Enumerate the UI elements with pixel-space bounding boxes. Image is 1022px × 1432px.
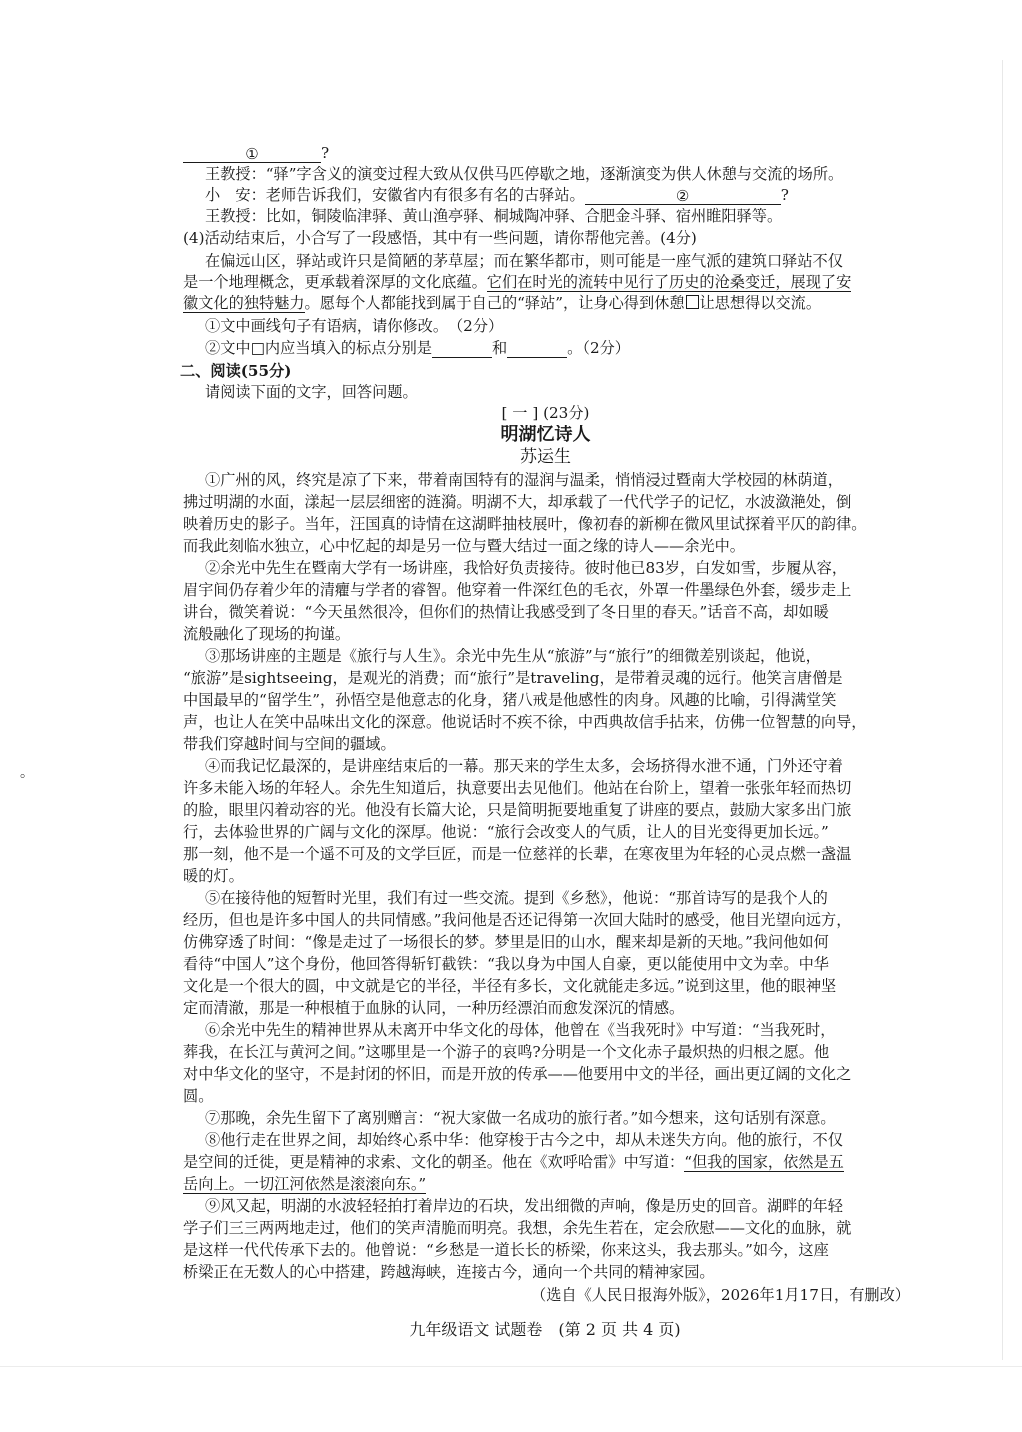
section-2-heading: 二、阅读(55分) xyxy=(180,362,292,380)
article-line: ⑦那晚，余先生留下了离别赠言：“祝大家做一名成功的旅行者。”如今想来，这句话别有深意。 xyxy=(205,1109,836,1127)
article-line: ③那场讲座的主题是《旅行与人生》。余光中先生从“旅游”与“旅行”的细微差别谈起，他说， xyxy=(205,647,821,665)
article-line: 经历，但也是许多中国人的共同情感。”我问他是否还记得第一次回大陆时的感受，他目光望向远方， xyxy=(183,911,852,929)
article-line: “旅游”是sightseeing，是观光的消费；而“旅行”是traveling，是带着灵魂的远行。他笑言唐僧是 xyxy=(183,669,843,687)
article-line: ①广州的风，终究是凉了下来，带着南国特有的湿润与温柔，悄悄浸过暨南大学校园的林荫道， xyxy=(205,471,843,489)
article-line: 流般融化了现场的拘谨。 xyxy=(183,625,351,643)
article-line: ②余光中先生在暨南大学有一场讲座，我恰好负责接待。彼时他已83岁，白发如雪，步履从容， xyxy=(205,559,848,577)
article-line: 是空间的迁徙，更是精神的求索、文化的朝圣。他在《欢呼哈雷》中写道：“但我的国家，依然是五 xyxy=(183,1153,844,1171)
answer-blank-1: ① xyxy=(183,144,321,163)
article-line: 许多未能入场的年轻人。余先生知道后，执意要出去见他们。他站在台阶上，望着一张张年轻而热切 xyxy=(183,779,852,797)
article-line xyxy=(183,1174,908,1194)
article-line: 中国最早的“留学生”，孙悟空是他意志的化身，猪八戒是他感性的肉身。风趣的比喻，引得满堂笑 xyxy=(183,691,837,709)
q4-paragraph-line-2: 是一个地理概念，更承载着深厚的文化底蕴。它们在时光的流转中见行了历史的沧桑变迁，展现了安 xyxy=(183,273,852,291)
article-line: ④而我记忆最深的，是讲座结束后的一幕。那天来的学生太多，会场挤得水泄不通，门外还守着 xyxy=(205,757,843,775)
article-line: 声，也让人在笑中品味出文化的深意。他说话时不疾不徐，中西典故信手拈来，仿佛一位智慧的向导， xyxy=(183,713,867,731)
dialogue-line-4: 王教授：比如，铜陵临津驿、黄山渔亭驿、桐城陶冲驿、合肥金斗驿、宿州睢阳驿等。 xyxy=(205,207,783,225)
article-line: 而我此刻临水独立，心中忆起的却是另一位与暨大结过一面之缘的诗人——余光中。 xyxy=(183,537,745,555)
article-line: ⑧他行走在世界之间，却始终心系中华：他穿梭于古今之中，却从未迷失方向。他的旅行，不仅 xyxy=(205,1131,843,1149)
article-line: 定而清澈，那是一种根植于血脉的认同，一种历经漂泊而愈发深沉的情感。 xyxy=(183,999,685,1017)
dialogue-line-1: ① ? xyxy=(183,143,908,163)
article-title: 明湖忆诗人 xyxy=(500,425,591,445)
article-line: 带我们穿越时间与空间的疆域。 xyxy=(183,735,396,753)
article-line: 拂过明湖的水面，漾起一层层细密的涟漪。明湖不大，却承载了一代代学子的记忆，水波潋滟处，倒 xyxy=(183,493,852,511)
margin-mark: 。 xyxy=(20,765,34,781)
article-author: 苏运生 xyxy=(520,447,571,467)
article-line: 讲台，微笑着说：“今天虽然很冷，但你们的热情让我感受到了冬日里的春天。”话音不高，却如暖 xyxy=(183,603,829,621)
question-4-sub-1: ①文中画线句子有语病，请你修改。 （2分） xyxy=(205,317,504,335)
article-line: ⑥余光中先生的精神世界从未离开中华文化的母体，他曾在《当我死时》中写道：“当我死时， xyxy=(205,1021,836,1039)
article-line: ⑨风又起，明湖的水波轻轻拍打着岸边的石块，发出细微的声响，像是历史的回音。湖畔的年轻 xyxy=(205,1197,843,1215)
underlined-sentence: 它们在时光的流转中见行了历史的沧桑变迁，展现了安 xyxy=(486,273,852,291)
q4-paragraph-line-1: 在偏远山区，驿站或许只是简陋的茅草屋；而在繁华都市，则可能是一座气派的建筑口驿站不仅 xyxy=(205,252,843,270)
question-4-prompt: (4)活动结束后，小合写了一段感悟，其中有一些问题，请你帮他完善。(4分) xyxy=(183,229,697,247)
answer-blank-4 xyxy=(507,339,567,358)
q4-paragraph-line-3: 徽文化的独特魅力。愿每个人都能找到属于自己的“驿站”，让身心得到休憩 让思想得以交流。 xyxy=(183,294,822,312)
scan-edge-bottom xyxy=(0,1366,1022,1367)
dialogue-line-3: 小 安：老师告诉我们，安徽省内有很多有名的古驿站。 ② ? xyxy=(205,186,789,205)
article-line: 眉宇间仍存着少年的清癯与学者的睿智。他穿着一件深红色的毛衣，外罩一件墨绿色外套，缓步走上 xyxy=(183,581,852,599)
article-line: 桥梁正在无数人的心中搭建，跨越海峡，连接古今，通向一个共同的精神家园。 xyxy=(183,1263,715,1281)
scan-edge-right xyxy=(1002,60,1003,1360)
article-line: 葬我，在长江与黄河之间。”这哪里是一个游子的哀鸣?分明是一个文化赤子最炽热的归根之愿。他 xyxy=(183,1043,830,1061)
punctuation-box xyxy=(686,295,699,309)
reading-instruction: 请阅读下面的文字，回答问题。 xyxy=(205,383,418,401)
underlined-quote: “但我的国家，依然是五 xyxy=(684,1153,844,1171)
article-source: （选自《人民日报海外版》，2026年1月17日，有删改） xyxy=(531,1286,910,1304)
article-line: 看待“中国人”这个身份，他回答得斩钉截铁：“我以身为中国人自豪，更以能使用中文为幸。中华 xyxy=(183,955,829,973)
question-4-sub-2: ②文中□内应当填入的标点分别是 和 。（2分） xyxy=(205,339,630,357)
article-line: ⑤在接待他的短暂时光里，我们有过一些交流。提到《乡愁》，他说：“那首诗写的是我个人的 xyxy=(205,889,828,907)
reading-part-label: [ 一 ] (23分) xyxy=(501,404,590,422)
article-line: 行，去体验世界的广阔与文化的深厚。他说：“旅行会改变人的气质，让人的目光变得更加长远。” xyxy=(183,823,829,841)
dialogue-line-2: 王教授：“驿”字含义的演变过程大致从仅供马匹停歇之地，逐渐演变为供人休憩与交流的场所。 xyxy=(205,165,844,183)
article-line: 的脸，眼里闪着动容的光。他没有长篇大论，只是简明扼要地重复了讲座的要点，鼓励大家多出门旅 xyxy=(183,801,852,819)
article-line: 暖的灯。 xyxy=(183,867,244,885)
article-line: 圆。 xyxy=(183,1087,214,1105)
article-line: 对中华文化的坚守，不是封闭的怀旧，而是开放的传承——他要用中文的半径，画出更辽阔的文化之 xyxy=(183,1065,852,1083)
answer-blank-2: ② xyxy=(585,186,781,205)
article-line: 那一刻，他不是一个遥不可及的文学巨匠，而是一位慈祥的长辈，在寒夜里为年轻的心灵点燃一盏温 xyxy=(183,845,852,863)
answer-blank-3 xyxy=(432,339,492,358)
underlined-sentence-end: 徽文化的独特魅力 xyxy=(183,294,305,312)
article-line: 学子们三三两两地走过，他们的笑声清脆而明亮。我想，余先生若在，定会欣慰——文化的血脉，就 xyxy=(183,1219,852,1237)
article-line: 仿佛穿透了时间：“像是走过了一场很长的梦。梦里是旧的山水，醒来却是新的天地。”我问他如何 xyxy=(183,933,829,951)
article-line: 映着历史的影子。当年，汪国真的诗情在这湖畔抽枝展叶，像初春的新柳在微风里试探着平仄的韵律。 xyxy=(183,515,867,533)
article-line: 是这样一代代传承下去的。他曾说：“乡愁是一道长长的桥梁，你来这头，我去那头。”如今，这座 xyxy=(183,1241,829,1259)
underlined-quote-end: 岳向上。一切江河依然是滚滚向东。” xyxy=(183,1175,427,1193)
article-line: 文化是一个很大的圆，中文就是它的半径，半径有多长，文化就能走多远。”说到这里，他的眼神坚 xyxy=(183,977,837,995)
page-footer: 九年级语文 试题卷 (第 2 页 共 4 页) xyxy=(409,1320,681,1339)
